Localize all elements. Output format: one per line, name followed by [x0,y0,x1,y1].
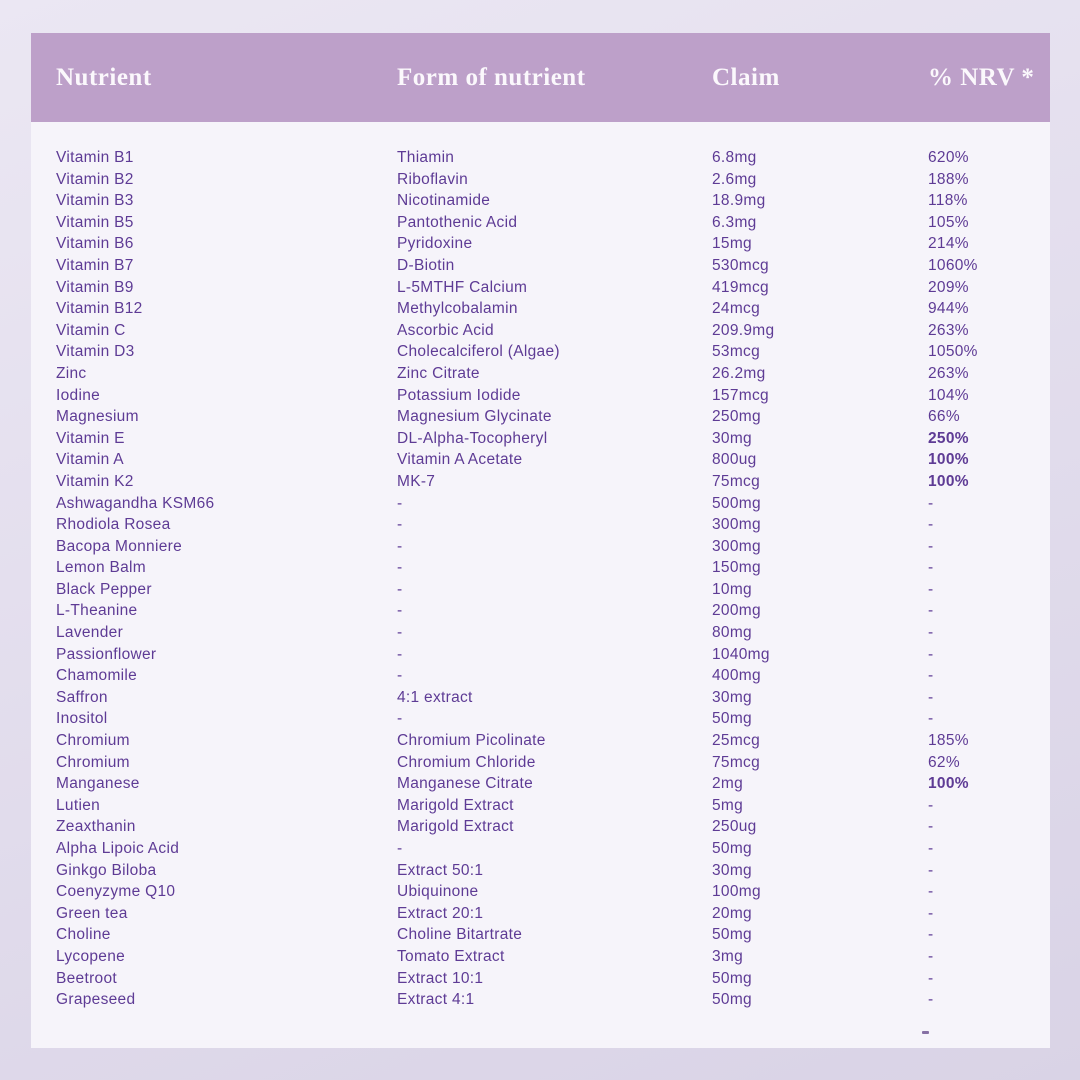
form-cell: 4:1 extract [397,688,473,706]
form-cell: - [397,624,403,642]
table-row [56,752,1050,774]
table-row [56,190,1050,212]
nrv-cell: - [928,645,934,663]
nrv-cell: 620% [928,149,969,166]
form-cell: Cholecalciferol (Algae) [397,343,560,361]
form-cell: - [397,494,403,512]
form-cell: Chromium Picolinate [397,732,546,750]
table-row [56,795,1050,817]
table-row [56,320,1050,342]
claim-cell: 300mg [712,516,761,534]
nutrient-cell: Alpha Lipoic Acid [56,840,180,857]
claim-cell: 300mg [712,537,761,555]
nrv-cell: 1060% [928,256,978,274]
claim-cell: 80mg [712,624,752,642]
nutrient-cell: Grapeseed [56,991,136,1009]
nutrient-cell: Lycopene [56,947,126,965]
nrv-cell: - [928,926,934,944]
table-row [56,147,1050,169]
nutrient-cell: Vitamin B12 [56,300,143,318]
nrv-cell: - [928,516,934,534]
table-row [56,687,1050,709]
table-row [56,277,1050,299]
table-row [56,233,1050,255]
nutrient-cell: Ginkgo Biloba [56,861,157,879]
nrv-cell: 209% [928,278,969,296]
form-cell: Marigold Extract [397,818,514,836]
claim-cell: 18.9mg [712,192,766,210]
table-row [56,989,1050,1011]
nutrient-cell: L-Theanine [56,602,138,620]
claim-cell: 500mg [712,494,761,512]
table-row [56,428,1050,450]
table-row [56,579,1050,601]
nutrient-cell: Black Pepper [56,580,152,598]
claim-cell: 50mg [712,991,752,1009]
nutrient-cell: Vitamin B3 [56,192,134,210]
form-cell: - [397,667,403,685]
claim-cell: 419mcg [712,278,769,296]
table-row [56,363,1050,385]
nrv-cell: 62% [928,753,960,771]
nutrient-cell: Vitamin B1 [56,149,134,166]
table-row [56,860,1050,882]
nrv-cell: - [928,991,934,1009]
form-cell: - [397,516,403,534]
claim-cell: 1040mg [712,645,770,663]
claim-cell: 800ug [712,451,757,469]
column-header-nrv: % NRV * [928,63,1035,91]
table-row [56,946,1050,968]
nrv-cell: - [928,883,934,901]
table-row [56,600,1050,622]
claim-cell: 2mg [712,775,744,793]
claim-cell: 250mg [712,408,761,426]
nrv-cell: - [928,710,934,728]
claim-cell: 400mg [712,667,761,685]
nrv-cell: 100% [928,775,969,793]
nutrient-cell: Beetroot [56,969,117,987]
nutrient-cell: Zinc [56,364,87,382]
nrv-cell: 250% [928,429,969,447]
nrv-cell: - [928,494,934,512]
form-cell: Magnesium Glycinate [397,408,552,426]
form-cell: MK-7 [397,472,436,490]
claim-cell: 100mg [712,883,761,901]
nrv-cell: 100% [928,451,969,469]
nutrient-cell: Lavender [56,624,124,642]
column-header-form: Form of nutrient [397,63,586,91]
claim-cell: 5mg [712,796,744,814]
paper-speck [922,1031,929,1034]
column-header-claim: Claim [712,63,780,91]
form-cell: - [397,840,403,857]
nrv-cell: - [928,559,934,577]
form-cell: - [397,710,403,728]
form-cell: - [397,580,403,598]
nutrient-cell: Vitamin B7 [56,256,134,274]
table-row [56,881,1050,903]
nrv-cell: 263% [928,321,969,339]
nrv-cell: 214% [928,235,969,253]
nutrient-cell: Chamomile [56,667,138,685]
nrv-cell: 185% [928,732,969,750]
table-row [56,816,1050,838]
nutrient-cell: Saffron [56,688,108,706]
table-row [56,514,1050,536]
form-cell: Manganese Citrate [397,775,534,793]
claim-cell: 75mcg [712,472,761,490]
form-cell: - [397,559,403,577]
claim-cell: 6.8mg [712,149,757,166]
claim-cell: 6.3mg [712,213,757,231]
form-cell: Extract 10:1 [397,969,484,987]
nutrient-cell: Vitamin B6 [56,235,134,253]
nrv-cell: - [928,861,934,879]
form-cell: Tomato Extract [397,947,505,965]
form-cell: Ubiquinone [397,883,479,901]
table-row [56,341,1050,363]
table-row [56,665,1050,687]
nrv-cell: - [928,688,934,706]
nutrient-cell: Vitamin E [56,429,125,447]
nrv-cell: 105% [928,213,969,231]
form-cell: - [397,537,403,555]
claim-cell: 53mcg [712,343,761,361]
claim-cell: 200mg [712,602,761,620]
nutrient-cell: Vitamin A [56,451,124,469]
nrv-cell: 66% [928,408,960,426]
nutrient-cell: Chromium [56,732,130,750]
form-cell: D-Biotin [397,256,455,274]
nrv-cell: - [928,947,934,965]
nrv-cell: - [928,818,934,836]
table-row [56,536,1050,558]
nrv-cell: 118% [928,192,968,210]
form-cell: Riboflavin [397,170,469,188]
table-row [56,255,1050,277]
table-row [56,212,1050,234]
nutrient-cell: Chromium [56,753,130,771]
form-cell: Methylcobalamin [397,300,518,318]
claim-cell: 25mcg [712,732,761,750]
nutrient-cell: Bacopa Monniere [56,537,182,555]
form-cell: Potassium Iodide [397,386,521,404]
table-row [56,406,1050,428]
claim-cell: 24mcg [712,300,761,318]
claim-cell: 30mg [712,861,752,879]
table-row [56,449,1050,471]
claim-cell: 50mg [712,710,752,728]
form-cell: - [397,645,403,663]
nutrient-cell: Zeaxthanin [56,818,136,836]
table-row [56,169,1050,191]
form-cell: Marigold Extract [397,796,514,814]
nutrient-cell: Vitamin D3 [56,343,135,361]
form-cell: Pyridoxine [397,235,473,253]
table-row [56,838,1050,860]
form-cell: Extract 4:1 [397,991,475,1009]
nrv-cell: 263% [928,364,969,382]
nutrient-cell: Vitamin K2 [56,472,134,490]
table-row [56,298,1050,320]
claim-cell: 3mg [712,947,744,965]
claim-cell: 50mg [712,926,752,944]
nutrient-cell: Passionflower [56,645,157,663]
nrv-cell: 100% [928,472,969,490]
form-cell: L-5MTHF Calcium [397,278,528,296]
table-row [56,493,1050,515]
table-row [56,903,1050,925]
table-body [31,122,1050,1011]
form-cell: Thiamin [397,149,455,166]
claim-cell: 50mg [712,969,752,987]
nrv-cell: 188% [928,170,969,188]
form-cell: Nicotinamide [397,192,491,210]
claim-cell: 150mg [712,559,761,577]
nrv-cell: - [928,667,934,685]
nutrient-cell: Lemon Balm [56,559,147,577]
form-cell: - [397,602,403,620]
claim-cell: 2.6mg [712,170,757,188]
nrv-cell: - [928,969,934,987]
form-cell: Pantothenic Acid [397,213,518,231]
nutrient-cell: Manganese [56,775,140,793]
nutrient-cell: Vitamin B9 [56,278,134,296]
table-row [56,471,1050,493]
form-cell: Choline Bitartrate [397,926,523,944]
claim-cell: 30mg [712,429,752,447]
column-header-nutrient: Nutrient [56,63,152,91]
table-row [56,924,1050,946]
table-row [56,968,1050,990]
nutrient-cell: Lutien [56,796,101,814]
form-cell: Zinc Citrate [397,364,480,382]
claim-cell: 20mg [712,904,752,922]
nutrient-cell: Inositol [56,710,108,728]
nutrient-cell: Vitamin C [56,321,126,339]
table-row [56,622,1050,644]
nutrient-cell: Vitamin B5 [56,213,134,231]
table-header [31,33,1050,122]
nrv-cell: - [928,580,934,598]
nutrient-cell: Vitamin B2 [56,170,134,188]
nrv-cell: 1050% [928,343,978,361]
table-row [56,708,1050,730]
nrv-cell: 944% [928,300,969,318]
form-cell: Chromium Chloride [397,753,536,771]
nrv-cell: - [928,624,934,642]
claim-cell: 26.2mg [712,364,766,382]
nutrient-cell: Magnesium [56,408,139,426]
claim-cell: 250ug [712,818,757,836]
form-cell: Vitamin A Acetate [397,451,523,469]
table-row [56,557,1050,579]
form-cell: DL-Alpha-Tocopheryl [397,429,548,447]
table-row [56,385,1050,407]
nutrient-cell: Ashwagandha KSM66 [56,494,215,512]
form-cell: Extract 50:1 [397,861,484,879]
table-row [56,773,1050,795]
form-cell: Extract 20:1 [397,904,484,922]
claim-cell: 157mcg [712,386,769,404]
claim-cell: 30mg [712,688,752,706]
form-cell: Ascorbic Acid [397,321,494,339]
nrv-cell: - [928,602,934,620]
claim-cell: 209.9mg [712,321,775,339]
nutrient-cell: Green tea [56,904,128,922]
nrv-cell: - [928,796,934,814]
nutrient-cell: Choline [56,926,111,944]
claim-cell: 530mcg [712,256,769,274]
nutrient-cell: Coenyzyme Q10 [56,883,176,901]
nrv-cell: - [928,537,934,555]
nrv-cell: - [928,840,934,857]
claim-cell: 75mcg [712,753,761,771]
nrv-cell: - [928,904,934,922]
nutrient-cell: Rhodiola Rosea [56,516,171,534]
nutrition-table-card [31,33,1050,1048]
nrv-cell: 104% [928,386,969,404]
claim-cell: 10mg [712,580,752,598]
table-row [56,644,1050,666]
claim-cell: 50mg [712,840,752,857]
claim-cell: 15mg [712,235,752,253]
table-row [56,730,1050,752]
nutrient-cell: Iodine [56,386,101,404]
